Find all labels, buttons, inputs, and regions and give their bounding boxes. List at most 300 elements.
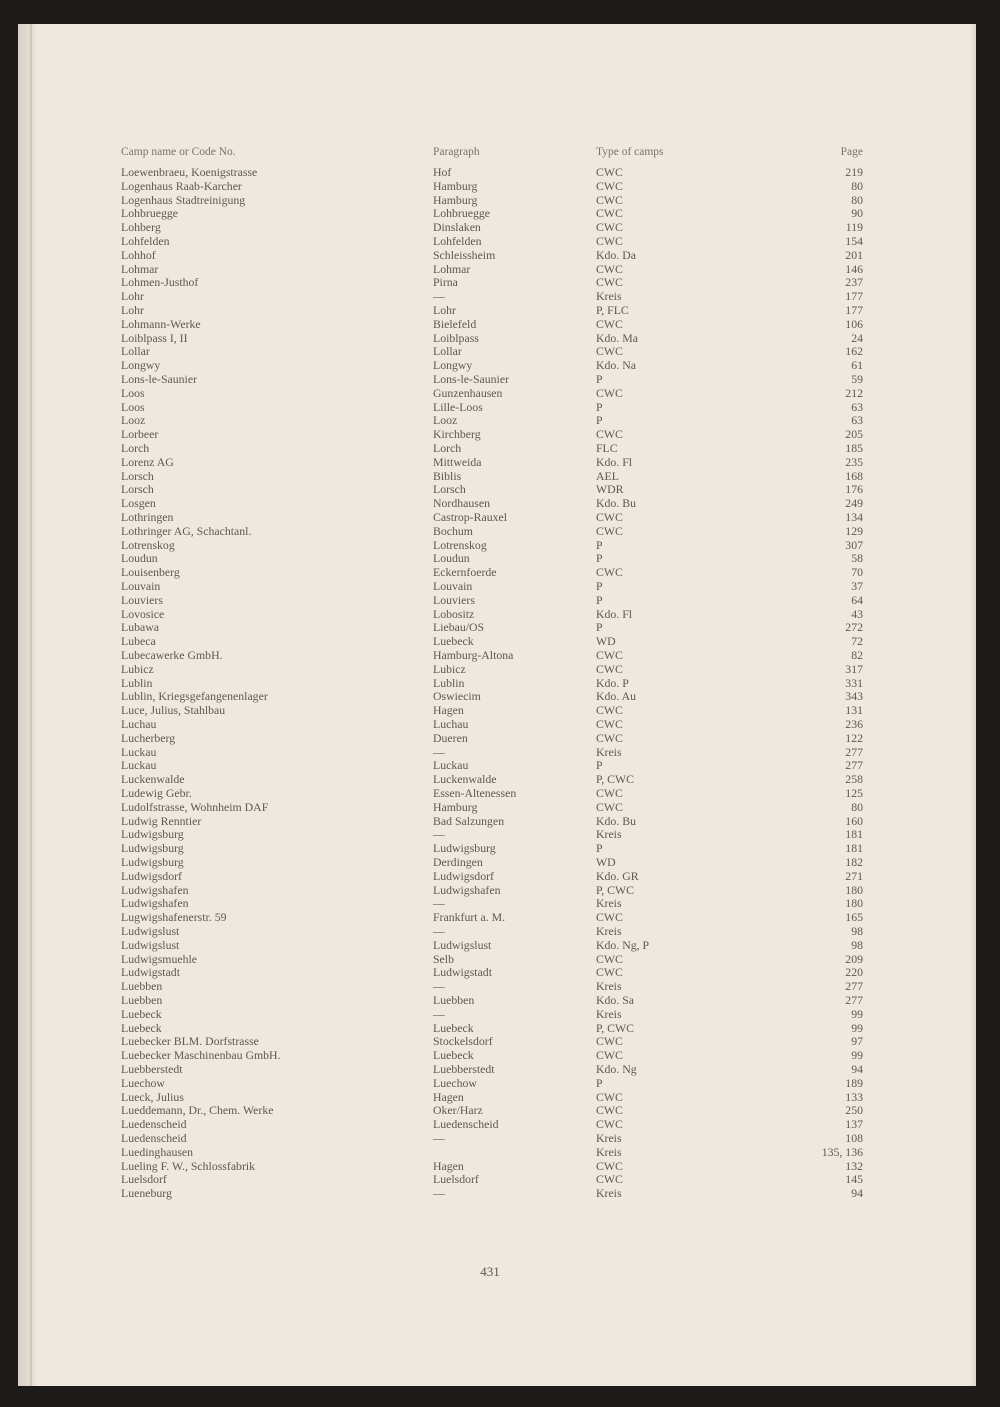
paragraph: Lohfelden: [433, 234, 482, 248]
page-number: 431: [480, 1264, 500, 1279]
camp-type: CWC: [596, 220, 623, 235]
paragraph: Ludwigsburg: [433, 841, 496, 856]
camp-name: Lothringer AG, Schachtanl.: [121, 523, 252, 538]
paragraph: Lohbruegge: [433, 206, 490, 221]
camp-type: CWC: [596, 565, 623, 580]
page-ref: 99: [851, 1020, 863, 1035]
page-ref: 94: [851, 1062, 863, 1076]
table-row: [18, 303, 976, 317]
camp-name: Lubecawerke GmbH.: [121, 648, 223, 662]
page-ref: 125: [845, 786, 863, 800]
camp-name: Luelsdorf: [121, 1172, 167, 1187]
camp-type: P: [596, 841, 603, 856]
camp-name: Lublin: [121, 675, 153, 690]
paragraph: Eckernfoerde: [433, 565, 497, 580]
camp-name: Luechow: [121, 1075, 165, 1090]
page-ref: 272: [845, 620, 863, 635]
page-ref: 64: [851, 592, 863, 607]
camp-name: Lorbeer: [121, 427, 159, 442]
camp-name: Luebeck: [121, 1020, 162, 1035]
table-row: [18, 538, 976, 552]
camp-name: Lorenz AG: [121, 454, 174, 469]
camp-type: Kdo. Ma: [596, 330, 638, 345]
paragraph: Hagen: [433, 1089, 464, 1104]
camp-name: Ludolfstrasse, Wohnheim DAF: [121, 799, 269, 814]
table-row: [18, 745, 976, 759]
camp-type: Kdo. P: [596, 675, 629, 690]
camp-type: Kreis: [596, 744, 622, 759]
table-row: [18, 634, 976, 648]
paragraph: Pirna: [433, 275, 458, 290]
camp-type: Kdo. Ng: [596, 1062, 637, 1076]
paragraph: Luebben: [433, 993, 475, 1007]
page-ref: 189: [845, 1075, 863, 1090]
camp-name: Losgen: [121, 496, 156, 511]
table-row: [18, 344, 976, 358]
table-row: [18, 206, 976, 220]
camp-type: Kreis: [596, 289, 622, 304]
camp-name: Lovosice: [121, 606, 165, 621]
page-ref: 82: [851, 648, 863, 662]
page-ref: 70: [851, 565, 863, 580]
paragraph: Loudun: [433, 551, 470, 566]
page-ref: 135, 136: [821, 1144, 863, 1159]
paragraph: Bad Salzungen: [433, 813, 505, 828]
table-row: [18, 952, 976, 966]
page-ref: 99: [851, 1006, 863, 1021]
camp-name: Lueneburg: [121, 1186, 172, 1201]
camp-name: Luce, Julius, Stahlbau: [121, 703, 226, 718]
camp-name: Luckau: [121, 744, 157, 759]
paragraph: Hamburg: [433, 192, 478, 207]
paragraph: Looz: [433, 413, 458, 428]
page-ref: 63: [851, 399, 863, 414]
camp-name: Luebberstedt: [121, 1062, 183, 1076]
page-ref: 160: [845, 813, 863, 828]
table-row: [18, 662, 976, 676]
table-row: [18, 551, 976, 565]
header-type-of-camps: Type of camps: [596, 146, 664, 158]
table-row: [18, 427, 976, 441]
table-row: [18, 703, 976, 717]
camp-type: CWC: [596, 1117, 623, 1132]
camp-type: CWC: [596, 730, 623, 745]
camp-type: CWC: [596, 275, 623, 290]
header-camp-name: Camp name or Code No.: [121, 146, 236, 158]
table-row: [18, 676, 976, 690]
paragraph: Luechow: [433, 1075, 477, 1090]
camp-type: CWC: [596, 1103, 623, 1118]
camp-type: CWC: [596, 648, 623, 662]
page-ref: 181: [845, 827, 863, 842]
paragraph: Gunzenhausen: [433, 385, 503, 400]
table-row: [18, 579, 976, 593]
page-ref: 43: [851, 606, 863, 621]
page-ref: 122: [845, 730, 863, 745]
page-ref: 212: [845, 385, 863, 400]
paragraph: —: [433, 827, 445, 842]
camp-name: Lothringen: [121, 510, 174, 524]
table-row: [18, 786, 976, 800]
paragraph: Hamburg: [433, 799, 478, 814]
paragraph: Essen-Altenessen: [433, 786, 517, 800]
camp-type: CWC: [596, 1048, 623, 1063]
paragraph: Luckenwalde: [433, 772, 497, 787]
table-row: [18, 455, 976, 469]
page-ref: 131: [845, 703, 863, 718]
header-paragraph: Paragraph: [433, 146, 480, 158]
page-ref: 94: [851, 1186, 863, 1201]
camp-type: CWC: [596, 261, 623, 276]
camp-type: P: [596, 372, 603, 386]
paragraph: —: [433, 1006, 445, 1021]
camp-type: Kdo. GR: [596, 868, 639, 883]
table-row: [18, 331, 976, 345]
table-row: [18, 358, 976, 372]
page-ref: 181: [845, 841, 863, 856]
paragraph: —: [433, 289, 445, 304]
camp-type: P: [596, 758, 603, 773]
camp-name: Longwy: [121, 358, 161, 373]
table-row: [18, 758, 976, 772]
table-row: [18, 869, 976, 883]
table-row: [18, 510, 976, 524]
camp-type: Kdo. Au: [596, 689, 636, 704]
camp-name: Lohr: [121, 289, 144, 304]
page-ref: 277: [845, 744, 863, 759]
paragraph: Luchau: [433, 717, 469, 731]
table-row: [18, 800, 976, 814]
paragraph: Selb: [433, 951, 454, 966]
camp-name: Ludwigsmuehle: [121, 951, 198, 966]
camp-type: P: [596, 551, 603, 566]
paragraph: Lorch: [433, 441, 462, 455]
camp-type: WDR: [596, 482, 624, 497]
paragraph: Hagen: [433, 703, 464, 718]
table-row: [18, 607, 976, 621]
page-ref: 277: [845, 758, 863, 773]
camp-name: Lueddemann, Dr., Chem. Werke: [121, 1103, 274, 1118]
paragraph: —: [433, 896, 445, 911]
page-ref: 137: [845, 1117, 863, 1132]
camp-type: P: [596, 620, 603, 635]
table-row: [18, 1103, 976, 1117]
paragraph: Stockelsdorf: [433, 1034, 493, 1049]
table-row: [18, 275, 976, 289]
table-row: [18, 179, 976, 193]
paragraph: Schleissheim: [433, 247, 496, 262]
camp-type: CWC: [596, 910, 623, 925]
table-row: [18, 220, 976, 234]
page-ref: 61: [851, 358, 863, 373]
table-row: [18, 896, 976, 910]
page-ref: 317: [845, 661, 863, 676]
camp-name: Luebecker BLM. Dorfstrasse: [121, 1034, 259, 1049]
table-row: [18, 993, 976, 1007]
camp-type: Kreis: [596, 1006, 622, 1021]
page-ref: 162: [845, 344, 863, 359]
camp-name: Lohfelden: [121, 234, 170, 248]
camp-name: Loudun: [121, 551, 158, 566]
table-row: [18, 262, 976, 276]
paragraph: Derdingen: [433, 855, 483, 869]
page-ref: 209: [845, 951, 863, 966]
camp-name: Loos: [121, 385, 145, 400]
table-row: [18, 524, 976, 538]
page-ref: 180: [845, 882, 863, 897]
page-ref: 237: [845, 275, 863, 290]
camp-name: Lubeca: [121, 634, 156, 649]
table-row: [18, 841, 976, 855]
page-ref: 180: [845, 896, 863, 911]
camp-name: Loewenbraeu, Koenigstrasse: [121, 165, 258, 179]
camp-type: CWC: [596, 1089, 623, 1104]
paragraph: Nordhausen: [433, 496, 491, 511]
paragraph: Louvain: [433, 579, 473, 593]
camp-name: Ludwigslust: [121, 937, 180, 952]
camp-name: Ludwigsburg: [121, 827, 184, 842]
camp-type: CWC: [596, 316, 623, 331]
camp-name: Lucherberg: [121, 730, 176, 745]
camp-name: Ludwigsburg: [121, 841, 184, 856]
table-row: [18, 883, 976, 897]
paragraph: Bielefeld: [433, 316, 477, 331]
camp-name: Lugwigshafenerstr. 59: [121, 910, 227, 925]
page-ref: 235: [845, 454, 863, 469]
camp-name: Lohberg: [121, 220, 161, 235]
paragraph: Luckau: [433, 758, 469, 773]
camp-name: Lotrenskog: [121, 537, 175, 552]
page-ref: 205: [845, 427, 863, 442]
camp-type: CWC: [596, 786, 623, 800]
camp-type: CWC: [596, 206, 623, 221]
camp-name: Lohmann-Werke: [121, 316, 201, 331]
page-ref: 134: [845, 510, 863, 524]
page-ref: 331: [845, 675, 863, 690]
table-row: [18, 1117, 976, 1131]
camp-name: Ludewig Gebr.: [121, 786, 192, 800]
camp-type: CWC: [596, 344, 623, 359]
page-ref: 90: [851, 206, 863, 221]
camp-name: Louisenberg: [121, 565, 180, 580]
table-row: [18, 1186, 976, 1200]
paragraph: Mittweida: [433, 454, 482, 469]
camp-type: Kdo. Ng, P: [596, 937, 650, 952]
camp-name: Lorch: [121, 441, 150, 455]
table-row: [18, 386, 976, 400]
paragraph: Lohr: [433, 303, 456, 317]
camp-type: P: [596, 413, 603, 428]
camp-type: CWC: [596, 799, 623, 814]
page-ref: 145: [845, 1172, 863, 1187]
camp-type: CWC: [596, 965, 623, 980]
camp-type: Kdo. Bu: [596, 813, 636, 828]
page-ref: 277: [845, 993, 863, 1007]
page-ref: 177: [845, 303, 863, 317]
paragraph: Castrop-Rauxel: [433, 510, 508, 524]
paragraph: Ludwigstadt: [433, 965, 492, 980]
camp-type: Kdo. Fl: [596, 606, 633, 621]
paragraph: Ludwigslust: [433, 937, 492, 952]
page-ref: 24: [851, 330, 863, 345]
camp-name: Lohmar: [121, 261, 159, 276]
document-page: [18, 24, 976, 1386]
table-row: [18, 1048, 976, 1062]
camp-name: Lublin, Kriegsgefangenenlager: [121, 689, 268, 704]
page-ref: 343: [845, 689, 863, 704]
table-row: [18, 1090, 976, 1104]
table-row: [18, 910, 976, 924]
table-row: [18, 648, 976, 662]
camp-type: Kreis: [596, 896, 622, 911]
table-row: [18, 1076, 976, 1090]
page-ref: 250: [845, 1103, 863, 1118]
table-row: [18, 1021, 976, 1035]
camp-type: P: [596, 537, 603, 552]
camp-name: Lohhof: [121, 247, 156, 262]
camp-type: AEL: [596, 468, 619, 483]
paragraph: Lollar: [433, 344, 462, 359]
camp-name: Ludwig Renntier: [121, 813, 202, 828]
page-ref: 201: [845, 247, 863, 262]
camp-name: Luedinghausen: [121, 1144, 194, 1159]
camp-type: Kdo. Fl: [596, 454, 633, 469]
camp-type: P: [596, 1075, 603, 1090]
camp-type: CWC: [596, 523, 623, 538]
camp-type: Kdo. Sa: [596, 993, 635, 1007]
camp-type: CWC: [596, 427, 623, 442]
camp-type: CWC: [596, 717, 623, 731]
table-row: [18, 1034, 976, 1048]
page-ref: 97: [851, 1034, 863, 1049]
camp-name: Lohmen-Justhof: [121, 275, 199, 290]
paragraph: Oker/Harz: [433, 1103, 483, 1118]
camp-name: Luebben: [121, 993, 163, 1007]
paragraph: Biblis: [433, 468, 462, 483]
camp-type: CWC: [596, 1034, 623, 1049]
camp-type: Kdo. Na: [596, 358, 636, 373]
paragraph: Hamburg-Altona: [433, 648, 514, 662]
paragraph: —: [433, 979, 445, 994]
camp-type: CWC: [596, 661, 623, 676]
paragraph: Luebeck: [433, 1020, 474, 1035]
camp-name: Looz: [121, 413, 146, 428]
page-ref: 182: [845, 855, 863, 869]
page-ref: 220: [845, 965, 863, 980]
camp-type: Kreis: [596, 1186, 622, 1201]
camp-type: CWC: [596, 951, 623, 966]
paragraph: Hamburg: [433, 178, 478, 193]
paragraph: Liebau/OS: [433, 620, 485, 635]
camp-name: Lohbruegge: [121, 206, 178, 221]
camp-name: Lueck, Julius: [121, 1089, 184, 1104]
page-ref: 59: [851, 372, 863, 386]
paragraph: —: [433, 1186, 445, 1201]
paragraph: Luebeck: [433, 1048, 474, 1063]
paragraph: Hagen: [433, 1158, 464, 1173]
camp-name: Ludwigstadt: [121, 965, 180, 980]
page-ref: 307: [845, 537, 863, 552]
page-ref: 176: [845, 482, 863, 497]
page-ref: 177: [845, 289, 863, 304]
camp-type: Kreis: [596, 1144, 622, 1159]
table-row: [18, 731, 976, 745]
table-row: [18, 772, 976, 786]
table-row: [18, 496, 976, 510]
table-row: [18, 924, 976, 938]
camp-type: P, CWC: [596, 772, 635, 787]
table-row: [18, 469, 976, 483]
page-ref: 132: [845, 1158, 863, 1173]
camp-name: Lons-le-Saunier: [121, 372, 198, 386]
camp-type: Kreis: [596, 827, 622, 842]
camp-name: Loos: [121, 399, 145, 414]
paragraph: Luebeck: [433, 634, 474, 649]
table-row: [18, 482, 976, 496]
camp-type: Kreis: [596, 1131, 622, 1145]
page-ref: 80: [851, 799, 863, 814]
page-ref: 98: [851, 937, 863, 952]
camp-name: Logenhaus Raab-Karcher: [121, 178, 242, 193]
paragraph: —: [433, 924, 445, 938]
page-ref: 271: [845, 868, 863, 883]
camp-type: CWC: [596, 1172, 623, 1187]
page-ref: 37: [851, 579, 863, 593]
camp-name: Ludwigslust: [121, 924, 180, 938]
paragraph: Hof: [433, 165, 452, 179]
table-row: [18, 689, 976, 703]
page-ref: 165: [845, 910, 863, 925]
camp-name: Ludwigsdorf: [121, 868, 182, 883]
paragraph: Oswiecim: [433, 689, 481, 704]
camp-name: Lubawa: [121, 620, 159, 635]
camp-name: Luebben: [121, 979, 163, 994]
camp-type: CWC: [596, 165, 623, 179]
page-ref: 98: [851, 924, 863, 938]
camp-type: CWC: [596, 385, 623, 400]
paragraph: Lotrenskog: [433, 537, 487, 552]
table-row: [18, 289, 976, 303]
camp-name: Logenhaus Stadtreinigung: [121, 192, 246, 207]
camp-type: CWC: [596, 510, 623, 524]
paragraph: —: [433, 1131, 445, 1145]
paragraph: Longwy: [433, 358, 473, 373]
table-row: [18, 317, 976, 331]
table-row: [18, 234, 976, 248]
camp-type: P, FLC: [596, 303, 629, 317]
table-row: [18, 855, 976, 869]
paragraph: Loiblpass: [433, 330, 479, 345]
page-ref: 258: [845, 772, 863, 787]
paragraph: Dueren: [433, 730, 468, 745]
paragraph: Luedenscheid: [433, 1117, 499, 1132]
camp-type: CWC: [596, 1158, 623, 1173]
camp-type: CWC: [596, 192, 623, 207]
camp-name: Luedenscheid: [121, 1117, 187, 1132]
table-row: [18, 248, 976, 262]
paragraph: Louviers: [433, 592, 475, 607]
table-row: [18, 717, 976, 731]
camp-name: Luckau: [121, 758, 157, 773]
camp-type: P, CWC: [596, 1020, 635, 1035]
camp-name: Lueling F. W., Schlossfabrik: [121, 1158, 256, 1173]
page-ref: 249: [845, 496, 863, 511]
page-ref: 129: [845, 523, 863, 538]
camp-type: Kdo. Bu: [596, 496, 636, 511]
table-row: [18, 1007, 976, 1021]
camp-name: Loiblpass I, II: [121, 330, 188, 345]
camp-type: WD: [596, 634, 616, 649]
